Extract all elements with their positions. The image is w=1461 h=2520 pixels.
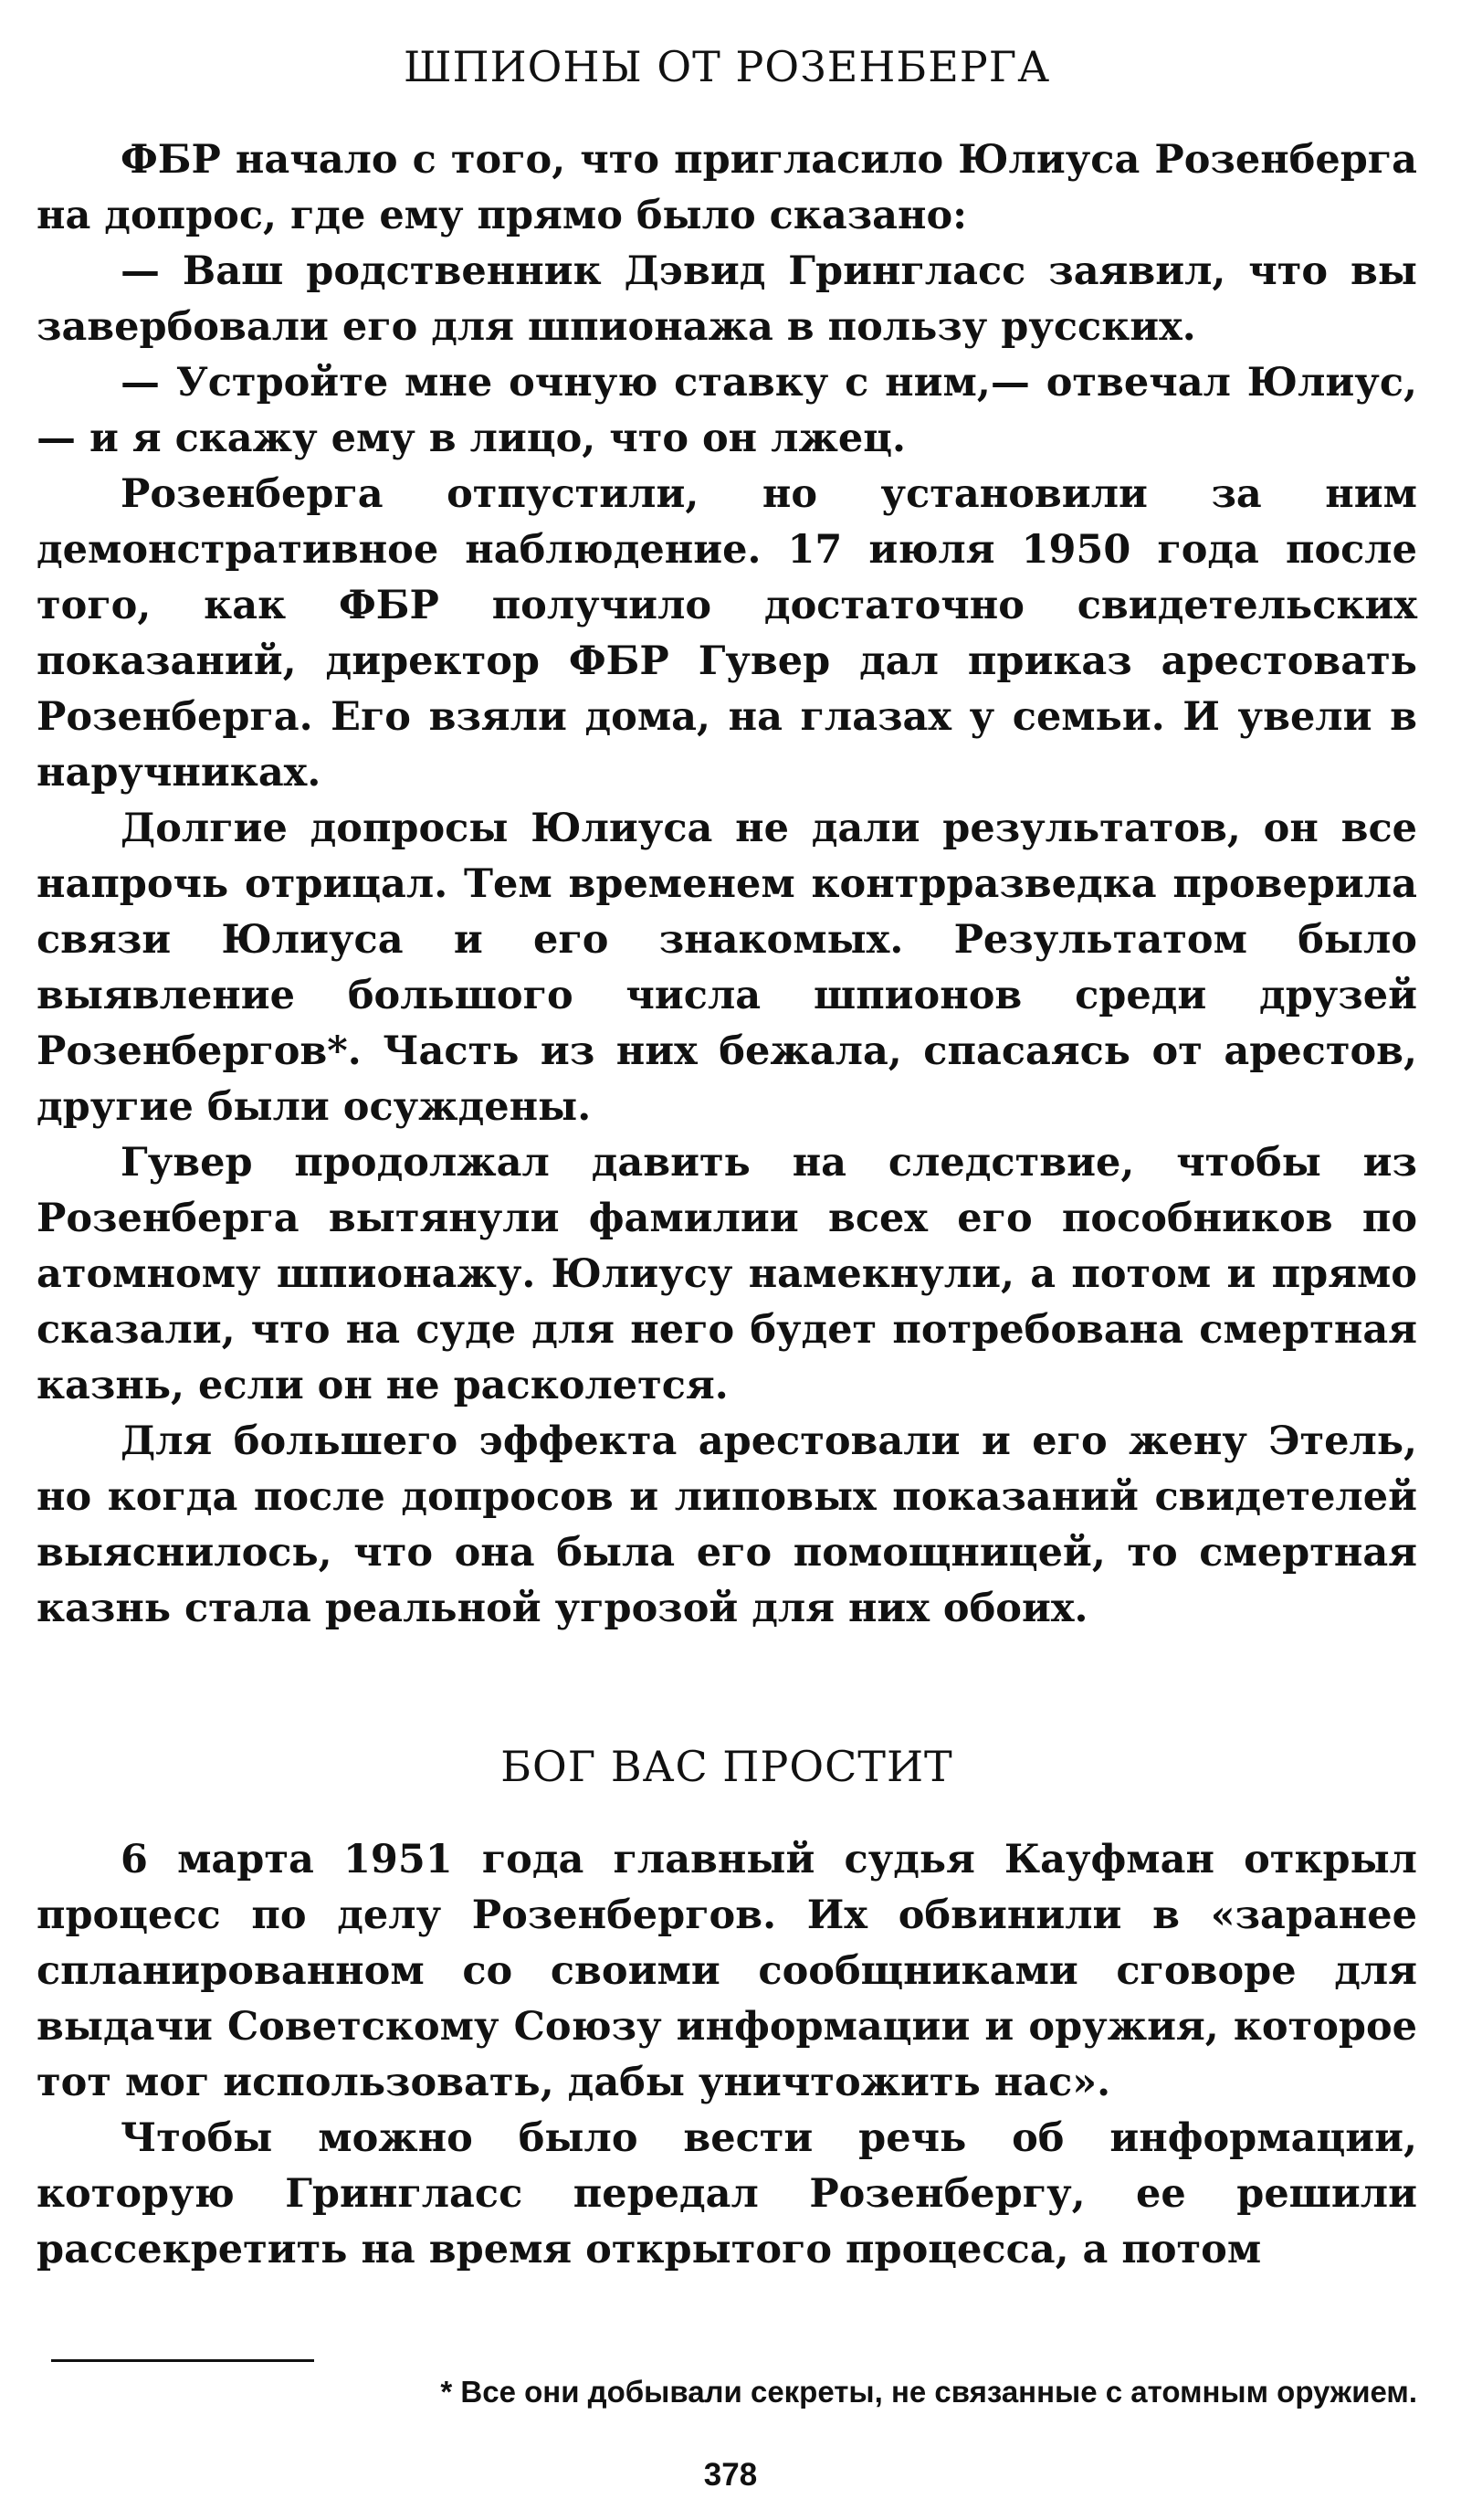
paragraph: Гувер продолжал давить на следствие, чтобы из Розенберга вытянули фамилии всех его пособников по атомному шпионажу. Юлиусу намекнули, а потом и прямо сказали, что на суде для него будет потребована смертная казнь, если он не расколется.	[37, 1140, 1417, 1408]
section-heading-spies: ШПИОНЫ ОТ РОЗЕНБЕРГА	[403, 42, 1051, 91]
paragraph: Чтобы можно было вести речь об информации, которую Грингласс передал Розенбергу, ее решили рассекретить на время открытого процесса, а потом	[37, 2115, 1417, 2272]
paragraph: — Ваш родственник Дэвид Грингласс заявил, что вы завербовали его для шпионажа в пользу русских.	[37, 248, 1417, 350]
paragraph: ФБР начало с того, что пригласило Юлиуса Розенберга на допрос, где ему прямо было сказано:	[37, 137, 1417, 238]
paragraph: Розенберга отпустили, но установили за ним демонстративное наблюдение. 17 июля 1950 года после того, как ФБР получило достаточно свидетельских показаний, директор ФБР Гувер дал приказ арестовать Розенберга. Его взяли дома, на глазах у семьи. И увели в наручниках.	[37, 471, 1417, 796]
paragraph: — Устройте мне очную ставку с ним,— отвечал Юлиус,— и я скажу ему в лицо, что он лжец.	[37, 360, 1417, 461]
paragraph: Для большего эффекта арестовали и его жену Этель, но когда после допросов и липовых показаний свидетелей выяснилось, что она была его помощницей, то смертная казнь стала реальной угрозой для них обоих.	[37, 1418, 1417, 1631]
page-number: 378	[703, 2457, 758, 2493]
footnote-divider	[51, 2359, 314, 2362]
section-heading-god-forgive: БОГ ВАС ПРОСТИТ	[500, 1742, 953, 1791]
paragraph: 6 марта 1951 года главный судья Кауфман открыл процесс по делу Розенбергов. Их обвинили в «заранее спланированном со своими сообщниками сговоре для выдачи Советскому Союзу информации и оружия, которое тот мог использовать, дабы уничтожить нас».	[37, 1837, 1417, 2105]
footnote: * Все они добывали секреты, не связанные с атомным оружием.	[440, 2375, 1417, 2409]
paragraph: Долгие допросы Юлиуса не дали результатов, он все напрочь отрицал. Тем временем контрразведка проверила связи Юлиуса и его знакомых. Результатом было выявление большого числа шпионов среди друзей Розенбергов*. Часть из них бежала, спасаясь от арестов, другие были осуждены.	[37, 806, 1417, 1130]
book-page	[37, 24, 1417, 2278]
